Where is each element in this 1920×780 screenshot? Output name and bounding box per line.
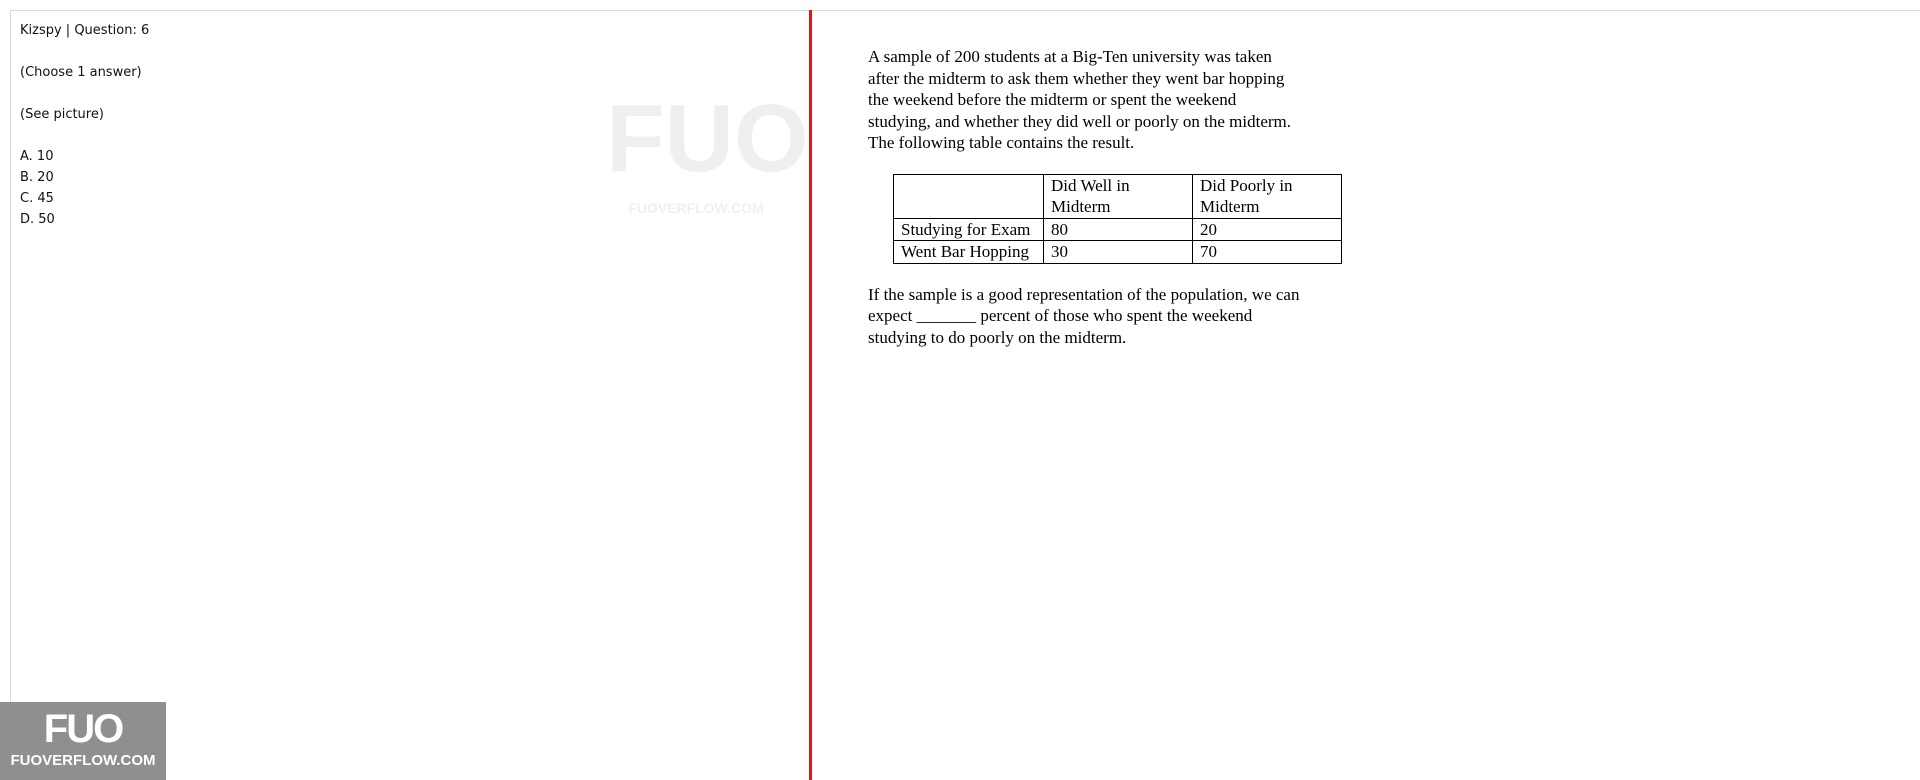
answer-option-b[interactable]: B. 20: [20, 170, 54, 185]
table-cell: 30: [1044, 241, 1193, 264]
table-row: [894, 218, 1342, 241]
answer-instruction: (Choose 1 answer): [20, 65, 142, 80]
intro-line: the weekend before the midterm or spent the weekend: [868, 90, 1237, 109]
table-row-label: Went Bar Hopping: [894, 241, 1044, 264]
watermark-letters: FUO: [606, 85, 809, 192]
table-row-label: Studying for Exam: [894, 218, 1044, 241]
table-header-cell: Did Well in Midterm: [1044, 174, 1193, 218]
spacer: [20, 41, 809, 62]
answer-option-c[interactable]: C. 45: [20, 191, 54, 206]
logo-letters: FUO: [43, 707, 123, 751]
intro-line: A sample of 200 students at a Big-Ten university was taken: [868, 47, 1272, 66]
results-table: [893, 174, 1342, 264]
table-corner-cell: [894, 174, 1044, 218]
prompt-line: If the sample is a good representation of the population, we can: [868, 284, 1300, 304]
table-header-cell: Did Poorly in Midterm: [1193, 174, 1342, 218]
table-cell: 20: [1193, 218, 1342, 241]
panel-divider[interactable]: [809, 10, 812, 780]
intro-line: studying, and whether they did well or poorly on the midterm.: [868, 111, 1292, 131]
watermark-site: FUOVERFLOW.COM: [628, 200, 764, 216]
table-cell: 70: [1193, 241, 1342, 264]
intro-line: The following table contains the result.: [868, 133, 1135, 152]
answer-option-d[interactable]: D. 50: [20, 212, 55, 227]
intro-line: after the midterm to ask them whether they went bar hopping: [868, 68, 1285, 88]
faint-watermark: [606, 84, 809, 216]
answer-option-a[interactable]: A. 10: [20, 149, 54, 164]
question-title: Kizspy | Question: 6: [20, 23, 150, 38]
see-picture-note: (See picture): [20, 107, 104, 122]
logo-site-name: FUOVERFLOW.COM: [10, 752, 156, 769]
prompt-line: studying to do poorly on the midterm.: [868, 327, 1127, 347]
prompt-line: expect _______ percent of those who spent the weekend: [868, 306, 1253, 325]
question-picture: [868, 46, 1348, 348]
table-header-row: [894, 174, 1342, 218]
table-cell: 80: [1044, 218, 1193, 241]
fuoverflow-logo: [0, 702, 166, 780]
table-row: [894, 241, 1342, 264]
